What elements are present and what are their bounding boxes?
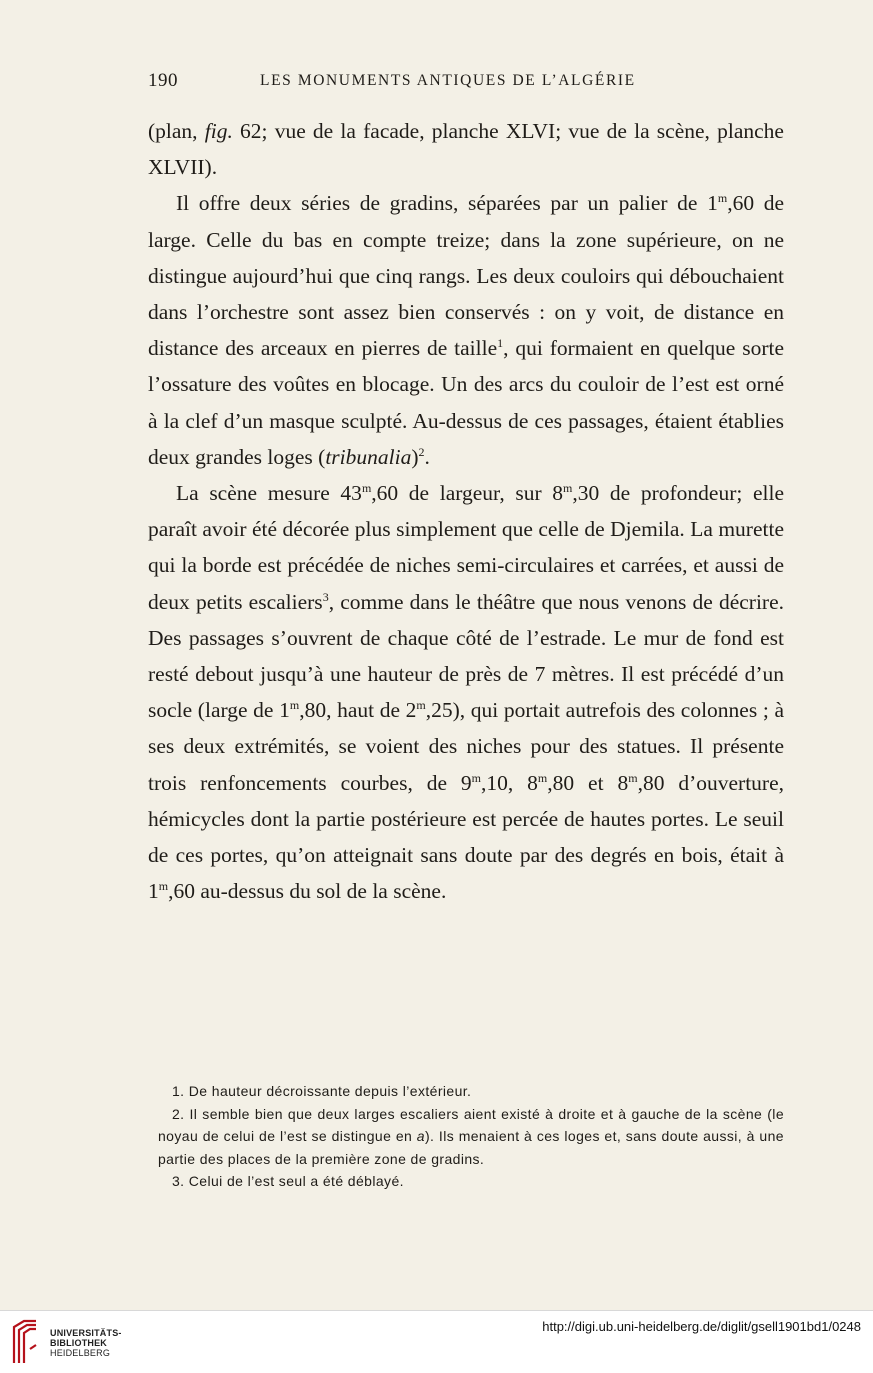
text-run: ,25), qui portait autrefois des colonnes ; à ses deux extrémités, se voient des niches pour des statues. Il présente trois renfoncements courbes, de 9 xyxy=(148,698,784,795)
text-run: . xyxy=(424,444,430,469)
text-run: ,10, 8 xyxy=(481,770,538,795)
footnotes xyxy=(158,1080,784,1193)
permalink-url[interactable]: http://digi.ub.uni-heidelberg.de/diglit/gsell1901bd1/0248 xyxy=(542,1319,861,1334)
paragraph-3 xyxy=(148,475,784,909)
unit-superscript: m xyxy=(361,481,372,496)
unit-superscript: m xyxy=(537,770,548,785)
page-number: 190 xyxy=(148,70,178,91)
unit-superscript: m xyxy=(158,879,169,894)
running-header xyxy=(148,70,784,96)
unit-superscript: m xyxy=(628,770,638,785)
text-run: ,80, haut de 2 xyxy=(299,698,417,723)
italic-run: a xyxy=(416,1128,425,1144)
text-run: 2. Il semble bien que deux larges escaliers aient existé à droite et à gauche de la scène (le noyau de celui de l’est se distingue en xyxy=(158,1105,784,1144)
paragraph-2 xyxy=(148,185,784,475)
footnote-3: 3. Celui de l’est seul a été déblayé. xyxy=(172,1173,404,1189)
text-run: ). Ils menaient à ces loges et, sans doute aussi, à une partie des places de la première zone de gradins. xyxy=(158,1128,784,1167)
viewer-footer xyxy=(0,1310,873,1373)
text-run: ,30 de profondeur; elle paraît avoir été décorée plus simplement que celle de Djemila. La murette qui la borde est précédée de niches semi-circulaires et carrées, et aussi de deux petits escaliers xyxy=(148,481,785,614)
unit-superscript: m xyxy=(563,481,573,496)
library-name-line: HEIDELBERG xyxy=(50,1348,111,1358)
paragraph-1 xyxy=(148,113,784,185)
footnote-ref-3: 3 xyxy=(322,589,329,604)
text-run: 62; vue de la facade, planche XLVI; vue de la scène, planche XLVII). xyxy=(148,119,784,180)
text-run: ,60 de largeur, sur 8 xyxy=(371,481,564,506)
main-text xyxy=(148,113,784,909)
italic-run: fig. xyxy=(204,119,233,143)
library-name xyxy=(50,1328,122,1358)
italic-run: tribunalia xyxy=(325,444,412,469)
text-run: , qui formaient en quelque sorte l’ossature des voûtes en blocage. Un des arcs du couloir de l’est est orné à la clef d’un masque sculpté. Au-dessus de ces passages, étaient établies deux grandes loges ( xyxy=(148,336,784,469)
text-run: ,60 au-dessus du sol de la scène. xyxy=(168,879,447,904)
library-name-line: BIBLIOTHEK xyxy=(50,1338,107,1348)
text-run: ) xyxy=(411,444,419,469)
unit-superscript: m xyxy=(289,698,300,713)
library-name-line: UNIVERSITÄTS- xyxy=(50,1328,122,1338)
unit-superscript: m xyxy=(416,698,426,713)
footnote-2 xyxy=(158,1103,784,1171)
unit-superscript: m xyxy=(471,770,482,785)
text-run: Il offre deux séries de gradins, séparées par un palier de 1 xyxy=(176,191,718,216)
text-run: ,60 de large. Celle du bas en compte treize; dans la zone supérieure, on ne distingue aujourd’hui que cinq rangs. Les deux couloirs qui débouchaient dans l’orchestre sont assez bien conservés : on y voit, de distance en distance des arceaux en pierres de taille xyxy=(148,191,784,361)
university-library-logo-icon xyxy=(10,1319,40,1365)
footnote-ref-2: 2 xyxy=(418,444,425,459)
footnote-1: 1. De hauteur décroissante depuis l’extérieur. xyxy=(172,1083,472,1099)
text-run: , comme dans le théâtre que nous venons de décrire. Des passages s’ouvrent de chaque côté de l’estrade. Le mur de fond est resté debout jusqu’à une hauteur de près de 7 mètres. Il est précédé d’un socle (large de 1 xyxy=(148,589,784,723)
text-run: La scène mesure 43 xyxy=(176,481,362,506)
unit-superscript: m xyxy=(717,191,728,206)
text-run: ,80 d’ouverture, hémicycles dont la partie postérieure est percée de hautes portes. Le seuil de ces portes, qu’on atteignait sans doute par des degrés en bois, était à 1 xyxy=(148,770,785,904)
text-run: ,80 et 8 xyxy=(547,770,629,795)
text-run: (plan, xyxy=(148,119,205,143)
running-title: LES MONUMENTS ANTIQUES DE L’ALGÉRIE xyxy=(260,72,636,89)
footnote-ref-1: 1 xyxy=(497,336,504,351)
